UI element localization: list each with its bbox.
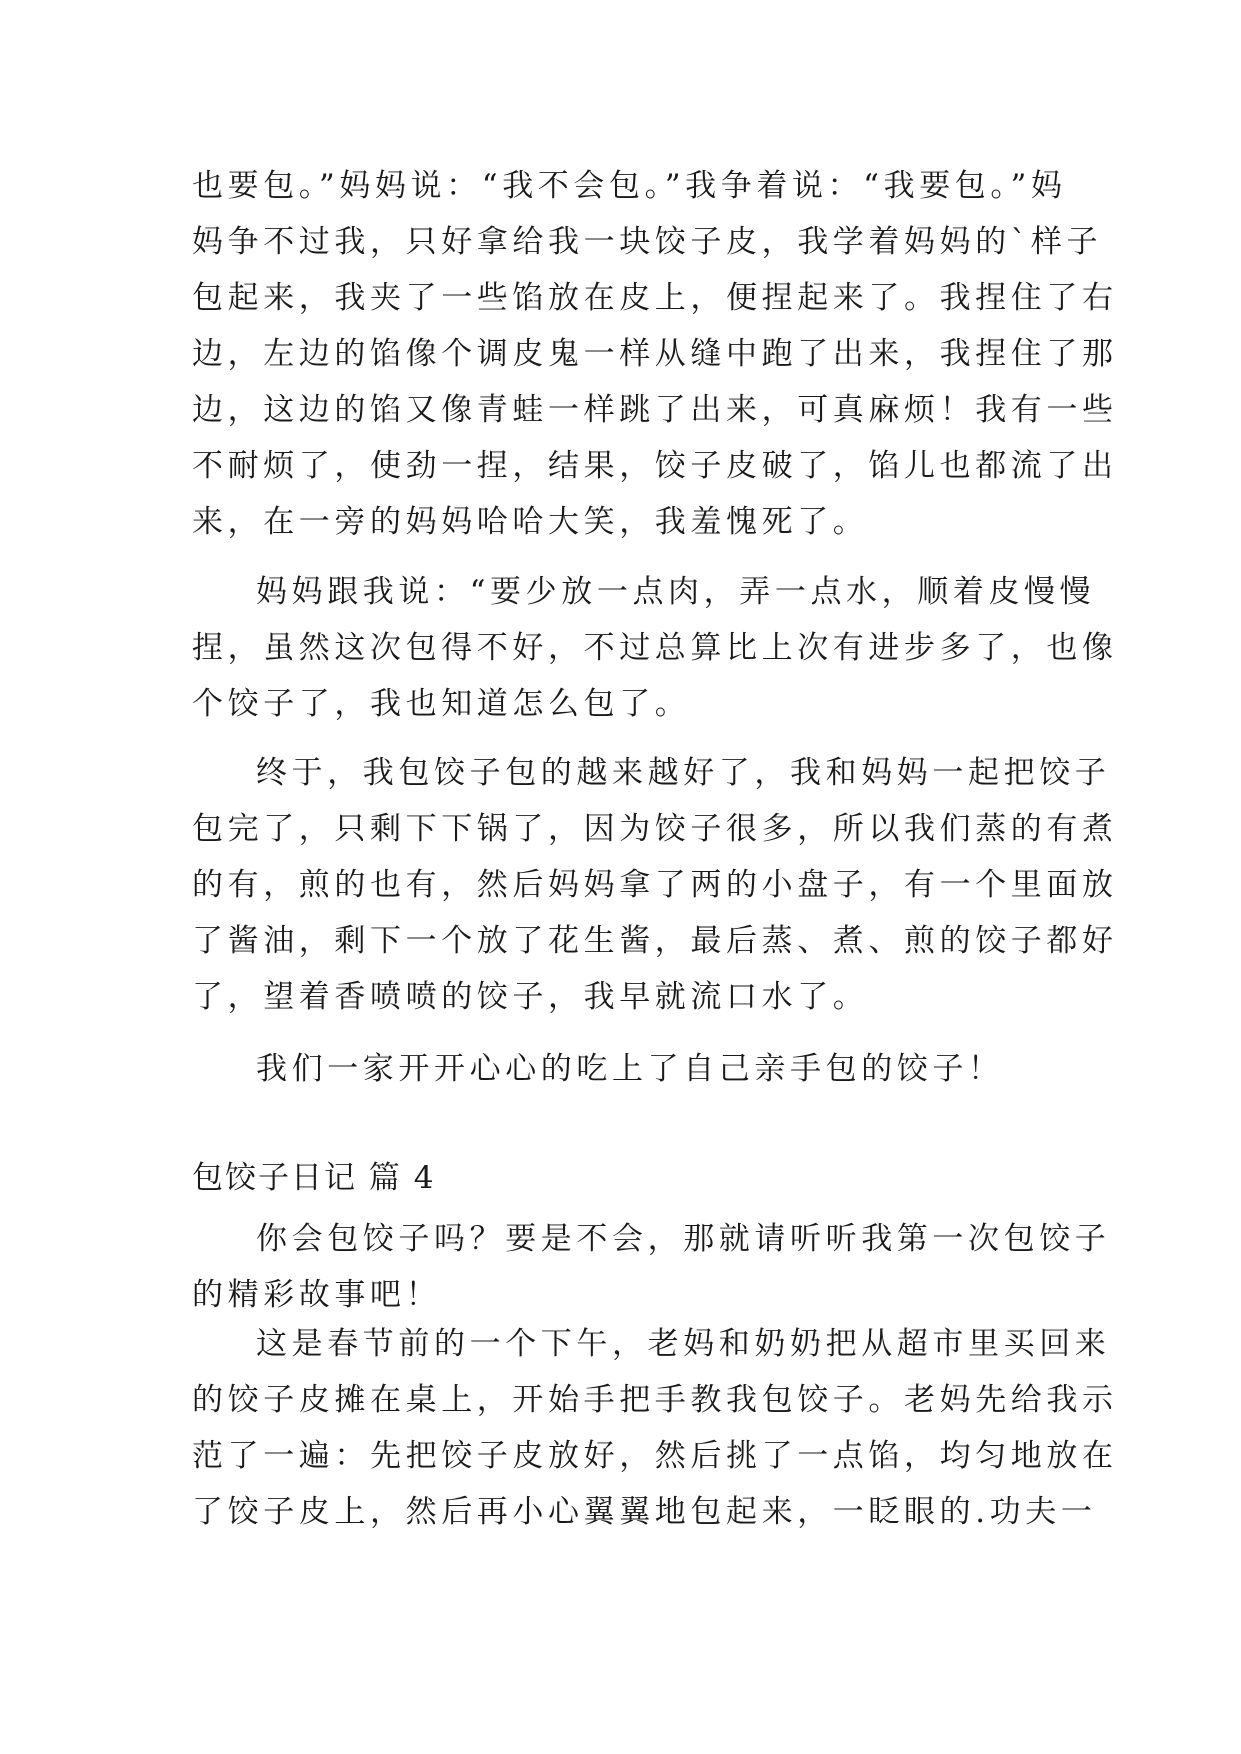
paragraph-continued <box>192 158 1118 550</box>
text-line: 也要包。”妈妈说：“我不会包。”我争着说：“我要包。”妈 <box>192 168 1067 204</box>
paragraph-finishing <box>192 745 1118 1025</box>
text-line: 包起来，我夹了一些馅放在皮上，便捏起来了。我捏住了右 <box>192 280 1118 316</box>
text-line: 包完了，只剩下下锅了，因为饺子很多，所以我们蒸的有煮 <box>192 811 1118 847</box>
text-line: 个饺子了，我也知道怎么包了。 <box>192 686 691 722</box>
text-line: 这是春节前的一个下午，老妈和奶奶把从超市里买回来 <box>256 1326 1111 1362</box>
text-line: 的有，煎的也有，然后妈妈拿了两的小盘子，有一个里面放 <box>192 867 1118 903</box>
text-line: 我们一家开开心心的吃上了自己亲手包的饺子！ <box>256 1051 1004 1087</box>
text-line: 了酱油，剩下一个放了花生酱，最后蒸、煮、煎的饺子都好 <box>192 923 1118 959</box>
text-line: 了，望着香喷喷的饺子，我早就流口水了。 <box>192 979 869 1015</box>
text-line: 不耐烦了，使劲一捏，结果，饺子皮破了，馅儿也都流了出 <box>192 448 1118 484</box>
text-line: 边，左边的馅像个调皮鬼一样从缝中跑了出来，我捏住了那 <box>192 336 1118 372</box>
paragraph-mom-advice <box>192 564 1118 732</box>
text-line: 的饺子皮摊在桌上，开始手把手教我包饺子。老妈先给我示 <box>192 1382 1118 1418</box>
paragraph-story <box>192 1316 1118 1540</box>
text-line: 来，在一旁的妈妈哈哈大笑，我羞愧死了。 <box>192 504 869 540</box>
paragraph-conclusion <box>192 1041 1052 1097</box>
text-line: 边，这边的馅又像青蛙一样跳了出来，可真麻烦！我有一些 <box>192 392 1118 428</box>
text-line: 妈妈跟我说：“要少放一点肉，弄一点水，顺着皮慢慢 <box>256 574 1096 610</box>
text-line: 范了一遍：先把饺子皮放好，然后挑了一点馅，均匀地放在 <box>192 1438 1118 1474</box>
text-line: 终于，我包饺子包的越来越好了，我和妈妈一起把饺子 <box>256 755 1111 791</box>
text-line: 了饺子皮上，然后再小心翼翼地包起来，一眨眼的.功夫一 <box>192 1494 1097 1530</box>
text-line: 捏，虽然这次包得不好，不过总算比上次有进步多了，也像 <box>192 630 1118 666</box>
paragraph-intro <box>192 1211 1111 1323</box>
text-line: 妈争不过我，只好拿给我一块饺子皮，我学着妈妈的`样子 <box>192 224 1103 260</box>
text-line: 你会包饺子吗？要是不会，那就请听听我第一次包饺子 <box>256 1221 1111 1257</box>
text-line: 的精彩故事吧！ <box>192 1277 442 1313</box>
section-heading: 包饺子日记 篇 4 <box>192 1160 436 1196</box>
